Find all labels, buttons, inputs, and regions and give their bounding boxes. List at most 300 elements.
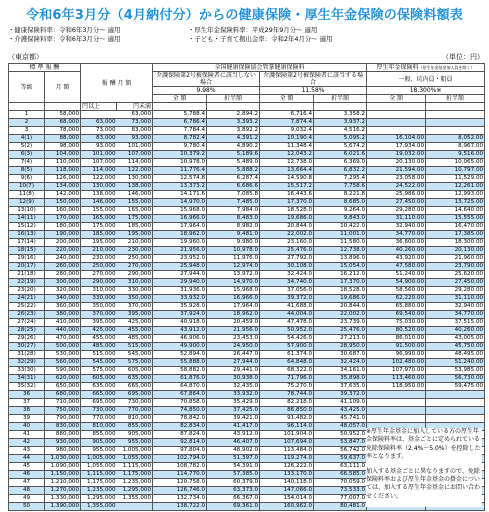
table-cell: 20,130.00 xyxy=(367,159,426,167)
table-cell: 425,000 xyxy=(117,319,153,327)
table-row xyxy=(9,375,485,383)
header-from: 円以上 xyxy=(81,103,117,111)
table-cell: 39,372.0 xyxy=(260,295,314,303)
table-cell: 8,221.8 xyxy=(314,191,367,199)
table-cell: 86,850.0 xyxy=(260,407,314,415)
table-cell: 16,104.00 xyxy=(367,135,426,143)
region-unit-row xyxy=(8,52,484,62)
table-cell: 230,000 xyxy=(81,255,117,263)
table-cell: 45,750.00 xyxy=(426,343,485,351)
table-cell: 13,972.0 xyxy=(207,271,260,279)
table-cell: 113,460.00 xyxy=(367,375,426,383)
table-cell: 395,000 xyxy=(81,319,117,327)
table-cell: 30(27) xyxy=(9,343,45,351)
table-cell: 40,260.00 xyxy=(426,327,485,335)
table-cell: 165,000 xyxy=(117,207,153,215)
table-cell: 23,160.0 xyxy=(260,239,314,247)
rate-care: 11.58% xyxy=(260,87,367,95)
table-cell: 35(32) xyxy=(9,383,45,391)
table-cell: 8,782.4 xyxy=(153,135,207,143)
table-cell: 1,005,000 xyxy=(117,447,153,455)
table-cell: 73,000 xyxy=(81,127,117,135)
table-cell: 36 xyxy=(9,391,45,399)
table-cell: 29,940.0 xyxy=(153,279,207,287)
table-cell: 57,900.0 xyxy=(260,343,314,351)
table-cell: 710,000 xyxy=(45,399,81,407)
header-to: 円未満 xyxy=(117,103,153,111)
table-cell: 110,000 xyxy=(45,159,81,167)
table-cell: 154,014.0 xyxy=(260,495,314,503)
table-cell: 65,880.00 xyxy=(367,303,426,311)
table-cell: 29,280.00 xyxy=(426,287,485,295)
table-cell: 27,450.00 xyxy=(426,279,485,287)
table-cell: 118,950.00 xyxy=(367,383,426,391)
table-cell: 1,090,000 xyxy=(45,463,81,471)
table-cell: 28,950.0 xyxy=(314,343,367,351)
table-cell: 300,000 xyxy=(45,279,81,287)
table-cell: 57,385.0 xyxy=(207,471,260,479)
table-cell: 88,000 xyxy=(45,135,81,143)
table-cell: 5,888.2 xyxy=(207,167,260,175)
table-cell: 9,516.00 xyxy=(426,151,485,159)
page-title: 令和6年3月分（4月納付分）からの健康保険・厚生年金保険の保険料額表 xyxy=(26,8,463,23)
table-cell: 30,108.0 xyxy=(260,263,314,271)
table-cell xyxy=(426,407,485,415)
table-cell: 75,030.00 xyxy=(367,319,426,327)
table-cell: 27,450.00 xyxy=(367,199,426,207)
table-cell: 1,355,000 xyxy=(117,495,153,503)
table-cell: 138,000 xyxy=(117,183,153,191)
table-cell: 750,000 xyxy=(45,407,81,415)
table-cell: 82,834.0 xyxy=(153,423,207,431)
table-cell: 25,476.0 xyxy=(314,327,367,335)
table-cell: 47 xyxy=(9,479,45,487)
table-cell xyxy=(367,391,426,399)
table-cell: 770,000 xyxy=(81,415,117,423)
table-cell: 78,000 xyxy=(45,127,81,135)
table-cell: 410,000 xyxy=(45,319,81,327)
table-row xyxy=(9,415,485,423)
table-cell: 4(1) xyxy=(9,135,45,143)
table-cell: 195,000 xyxy=(117,231,153,239)
table-cell: 31(28) xyxy=(9,351,45,359)
table-cell: 96,114.0 xyxy=(260,423,314,431)
table-cell: 102,794.0 xyxy=(153,455,207,463)
table-cell: 170,000 xyxy=(45,215,81,223)
rate-pension: 18.300%※ xyxy=(367,87,485,95)
table-cell: 73,533.0 xyxy=(314,487,367,495)
table-cell: 635,000 xyxy=(81,383,117,391)
table-cell: 78,842.0 xyxy=(153,415,207,423)
table-cell: 6,686.6 xyxy=(207,183,260,191)
table-cell: 270,000 xyxy=(117,263,153,271)
table-cell: 185,000 xyxy=(117,223,153,231)
footnote-box xyxy=(366,428,482,507)
table-cell xyxy=(426,399,485,407)
table-cell: 665,000 xyxy=(81,391,117,399)
table-cell: 6,021.6 xyxy=(314,151,367,159)
table-cell: 63,000 xyxy=(117,111,153,119)
table-row xyxy=(9,343,485,351)
table-row xyxy=(9,151,485,159)
table-cell: 58,882.0 xyxy=(153,367,207,375)
table-cell: 21(18) xyxy=(9,271,45,279)
table-cell: 23,790.00 xyxy=(426,263,485,271)
table-cell: 7(4) xyxy=(9,159,45,167)
table-cell: 71,796.0 xyxy=(260,375,314,383)
table-cell: 93,000 xyxy=(81,143,117,151)
table-cell: 220,000 xyxy=(45,247,81,255)
table-cell: 1,330,000 xyxy=(45,495,81,503)
table-cell: 75,270.0 xyxy=(260,383,314,391)
table-cell: 175,000 xyxy=(81,223,117,231)
table-cell: 320,000 xyxy=(45,287,81,295)
table-cell: 155,000 xyxy=(117,199,153,207)
table-cell: 15,555.00 xyxy=(426,215,485,223)
table-cell: 107,000 xyxy=(81,159,117,167)
table-cell: 10,190.4 xyxy=(260,135,314,143)
table-row xyxy=(9,255,485,263)
table-cell: 695,000 xyxy=(81,399,117,407)
table-cell: 1,355,000 xyxy=(81,503,117,511)
table-row xyxy=(9,287,485,295)
header-rank: 等級 xyxy=(9,72,45,103)
table-cell: 4,890.2 xyxy=(207,143,260,151)
table-row xyxy=(9,263,485,271)
table-cell: 3 xyxy=(9,127,45,135)
table-cell: 1 xyxy=(9,111,45,119)
table-cell: 61,876.0 xyxy=(153,375,207,383)
table-cell: 21,956.0 xyxy=(153,247,207,255)
table-cell: 8,052.00 xyxy=(426,135,485,143)
table-cell: 39,372.0 xyxy=(314,391,367,399)
table-cell: 8,483.0 xyxy=(207,215,260,223)
table-row xyxy=(9,143,485,151)
table-cell: 330,000 xyxy=(117,287,153,295)
note-row-1 xyxy=(8,26,332,35)
table-cell: 29,441.0 xyxy=(207,367,260,375)
table-cell: 114,000 xyxy=(117,159,153,167)
table-row xyxy=(9,247,485,255)
table-cell: 16,443.6 xyxy=(260,191,314,199)
header-monthly: 月 額 xyxy=(45,72,81,103)
table-cell: 14,970.0 xyxy=(207,279,260,287)
table-cell: 605,000 xyxy=(81,375,117,383)
table-cell: 17(14) xyxy=(9,239,45,247)
table-cell: 16(13) xyxy=(9,231,45,239)
header-half: 折半額 xyxy=(207,95,260,103)
table-cell: 27,213.0 xyxy=(314,335,367,343)
table-cell: 126,222.0 xyxy=(260,463,314,471)
table-cell: 17,934.00 xyxy=(367,143,426,151)
table-cell: 49,900.0 xyxy=(153,343,207,351)
table-cell: 20(17) xyxy=(9,263,45,271)
table-cell: 27,944.0 xyxy=(153,271,207,279)
table-cell: 91,500.00 xyxy=(367,343,426,351)
table-cell: 5(2) xyxy=(9,143,45,151)
table-cell: 905,000 xyxy=(81,439,117,447)
table-cell: 29,280.00 xyxy=(367,207,426,215)
table-cell xyxy=(367,407,426,415)
table-cell: 1,175,000 xyxy=(81,479,117,487)
table-cell: 17,964.0 xyxy=(207,303,260,311)
table-cell: 48,902.0 xyxy=(207,447,260,455)
table-cell: 73,000 xyxy=(117,119,153,127)
table-cell: 1,235,000 xyxy=(81,487,117,495)
table-cell: 1,115,000 xyxy=(117,463,153,471)
table-cell: 730,000 xyxy=(81,407,117,415)
table-row xyxy=(9,223,485,231)
table-cell: 108,782.0 xyxy=(153,463,207,471)
table-cell: 140,118.0 xyxy=(260,479,314,487)
table-cell: 146,000 xyxy=(117,191,153,199)
table-cell: 63,373.0 xyxy=(207,487,260,495)
table-cell: 114,770.0 xyxy=(153,471,207,479)
table-cell: 9,843.0 xyxy=(314,215,367,223)
note-row-2 xyxy=(8,35,332,44)
table-cell: 575,000 xyxy=(117,359,153,367)
table-cell: 11,776.4 xyxy=(153,167,207,175)
table-cell: 126,746.0 xyxy=(153,487,207,495)
table-cell: 250,000 xyxy=(117,255,153,263)
table-row xyxy=(9,399,485,407)
table-cell: 31,110.00 xyxy=(367,215,426,223)
table-cell: 810,000 xyxy=(117,415,153,423)
table-cell: 41 xyxy=(9,431,45,439)
table-cell: 730,000 xyxy=(117,399,153,407)
table-cell: 54,900.00 xyxy=(367,279,426,287)
table-cell: 13,725.00 xyxy=(426,199,485,207)
rate-no-care: 9.98% xyxy=(153,87,260,95)
table-cell: 1,030,000 xyxy=(45,455,81,463)
table-cell: 44,004.0 xyxy=(260,311,314,319)
table-cell: 7,295.4 xyxy=(314,175,367,183)
table-cell: 69,361.0 xyxy=(207,503,260,511)
table-cell: 82,218.0 xyxy=(260,399,314,407)
table-cell: 39,421.0 xyxy=(207,415,260,423)
table-cell: 15,968.0 xyxy=(153,207,207,215)
table-cell: 92,814.0 xyxy=(153,439,207,447)
note-care-rate: ・介護保険料率：令和6年3月分～ 適用 xyxy=(8,35,121,43)
table-cell: 12,574.8 xyxy=(153,175,207,183)
table-cell: 10,065.00 xyxy=(426,159,485,167)
table-cell: 126,000 xyxy=(45,175,81,183)
table-cell: 118,000 xyxy=(45,167,81,175)
table-row xyxy=(9,167,485,175)
table-cell: 22,002.0 xyxy=(260,231,314,239)
table-cell: 38 xyxy=(9,407,45,415)
table-cell xyxy=(426,127,485,135)
table-cell: 104,000 xyxy=(45,151,81,159)
table-cell: 32,940.00 xyxy=(367,223,426,231)
table-cell: 11,529.00 xyxy=(426,175,485,183)
table-cell: 32,435.0 xyxy=(207,383,260,391)
table-cell: 370,000 xyxy=(117,303,153,311)
table-cell: 26(23) xyxy=(9,311,45,319)
table-row xyxy=(9,271,485,279)
table-cell: 68,322.0 xyxy=(260,367,314,375)
table-cell: 360,000 xyxy=(45,303,81,311)
table-cell: 23,739.0 xyxy=(314,319,367,327)
table-cell: 42 xyxy=(9,439,45,447)
table-cell: 43,920.00 xyxy=(367,255,426,263)
table-cell: 22,002.0 xyxy=(314,311,367,319)
table-row xyxy=(9,311,485,319)
header-grade: 標 準 報 酬 xyxy=(9,64,81,72)
table-cell: 195,000 xyxy=(81,239,117,247)
table-cell: 16,966.0 xyxy=(207,295,260,303)
table-cell: 395,000 xyxy=(117,311,153,319)
table-cell xyxy=(367,399,426,407)
table-cell: 134,000 xyxy=(45,183,81,191)
note-health-rate: ・健康保険料率：令和6年3月分～ 適用 xyxy=(8,26,121,34)
table-cell: 36,600.00 xyxy=(367,239,426,247)
table-cell: 545,000 xyxy=(117,351,153,359)
table-cell: 10,978.0 xyxy=(207,247,260,255)
table-cell: 19,686.0 xyxy=(314,295,367,303)
table-cell: 56,742.0 xyxy=(314,447,367,455)
table-cell: 180,000 xyxy=(45,223,81,231)
table-cell: 86,010.00 xyxy=(367,335,426,343)
table-cell: 370,000 xyxy=(81,311,117,319)
table-cell: 63,000 xyxy=(81,119,117,127)
table-cell: 33(30) xyxy=(9,367,45,375)
table-cell: 33,932.0 xyxy=(153,295,207,303)
table-row xyxy=(9,175,485,183)
table-cell: 7,984.0 xyxy=(207,207,260,215)
table-cell: 47,478.0 xyxy=(260,319,314,327)
table-row xyxy=(9,295,485,303)
footnote-2: 加入する基金ごとに異なりますので、免除保険料率および厚生年金基金の掛金については、加入する厚生年金基金にお問い合わせください。 xyxy=(366,467,481,500)
table-cell: 7,874.4 xyxy=(260,119,314,127)
table-cell: 62,220.00 xyxy=(367,295,426,303)
table-row xyxy=(9,207,485,215)
table-cell: 15,968.0 xyxy=(207,287,260,295)
table-cell: 31,936.0 xyxy=(153,287,207,295)
table-cell: 119,274.0 xyxy=(260,455,314,463)
table-cell: 10,978.0 xyxy=(153,159,207,167)
table-cell: 1,115,000 xyxy=(81,471,117,479)
table-cell: 33,932.0 xyxy=(207,391,260,399)
table-cell: 80,520.00 xyxy=(367,327,426,335)
table-cell: 12,974.0 xyxy=(207,263,260,271)
table-cell: 1,390,000 xyxy=(45,503,81,511)
table-cell: 68,000 xyxy=(45,119,81,127)
table-cell: 11(8) xyxy=(9,191,45,199)
table-cell: 9,264.0 xyxy=(314,207,367,215)
table-cell: 29(26) xyxy=(9,335,45,343)
table-row xyxy=(9,199,485,207)
table-cell: 53,985.00 xyxy=(426,367,485,375)
table-cell: 37,924.0 xyxy=(153,311,207,319)
table-cell: 18,528.0 xyxy=(314,287,367,295)
table-cell: 1,295,000 xyxy=(117,487,153,495)
table-cell: 46,906.0 xyxy=(153,335,207,343)
table-cell: 1,055,000 xyxy=(117,455,153,463)
table-cell: 11,348.4 xyxy=(260,143,314,151)
table-cell: 23,453.0 xyxy=(207,335,260,343)
table-cell: 24,522.00 xyxy=(367,183,426,191)
table-cell: 27(24) xyxy=(9,319,45,327)
table-cell: 37 xyxy=(9,399,45,407)
table-row xyxy=(9,367,485,375)
region-label: （東京都） xyxy=(8,53,43,61)
table-cell: 1,175,000 xyxy=(117,471,153,479)
table-cell: 8,967.00 xyxy=(426,143,485,151)
table-cell: 350,000 xyxy=(117,295,153,303)
table-cell: 47,580.00 xyxy=(367,263,426,271)
table-cell: 101,904.0 xyxy=(260,431,314,439)
table-cell: 7,758.6 xyxy=(314,183,367,191)
table-cell: 260,000 xyxy=(45,263,81,271)
table-cell: 200,000 xyxy=(45,239,81,247)
table-cell: 4,516.2 xyxy=(314,127,367,135)
table-cell: 101,000 xyxy=(117,143,153,151)
table-cell: 37,515.00 xyxy=(426,319,485,327)
table-cell: 37,635.0 xyxy=(314,383,367,391)
table-cell: 160,962.0 xyxy=(260,503,314,511)
table-cell: 48,057.0 xyxy=(314,423,367,431)
note-pension-rate: ・厚生年金保険料率：平成29年9月分～ 適用 xyxy=(188,26,318,34)
unit-label: （単位：円） xyxy=(442,53,484,61)
table-cell: 330,000 xyxy=(81,295,117,303)
table-cell: 16,212.0 xyxy=(314,271,367,279)
table-cell: 515,000 xyxy=(81,351,117,359)
table-cell: 1,005,000 xyxy=(81,455,117,463)
table-cell: 45,741.0 xyxy=(314,415,367,423)
table-cell: 930,000 xyxy=(45,439,81,447)
table-cell: 70,858.0 xyxy=(153,399,207,407)
table-cell: 19,032.00 xyxy=(367,151,426,159)
header-health-no-care: 介護保険第2号被保険者に該当しない場合 xyxy=(153,72,260,87)
header-pension-general: 一般、坑内員・船員 xyxy=(367,72,485,87)
table-cell: 1,150,000 xyxy=(45,471,81,479)
table-cell: 34(31) xyxy=(9,375,45,383)
table-cell: 23(20) xyxy=(9,287,45,295)
table-cell: 11,001.0 xyxy=(314,231,367,239)
table-cell: 24(21) xyxy=(9,295,45,303)
table-cell: 17,385.00 xyxy=(426,231,485,239)
table-cell: 13,373.2 xyxy=(153,183,207,191)
table-cell: 8(5) xyxy=(9,167,45,175)
table-cell: 80,481.0 xyxy=(314,503,367,511)
table-cell: 61,374.0 xyxy=(260,351,314,359)
table-row xyxy=(9,159,485,167)
table-cell xyxy=(117,503,153,511)
table-cell: 77,007.0 xyxy=(314,495,367,503)
table-cell: 34,161.0 xyxy=(314,367,367,375)
table-cell: 310,000 xyxy=(117,279,153,287)
table-cell: 9(6) xyxy=(9,175,45,183)
table-cell: 27,944.0 xyxy=(207,359,260,367)
table-cell: 28(25) xyxy=(9,327,45,335)
table-cell: 10(7) xyxy=(9,183,45,191)
table-cell: 9,481.0 xyxy=(207,231,260,239)
table-cell: 575,000 xyxy=(81,367,117,375)
table-cell: 14(11) xyxy=(9,215,45,223)
table-cell: 66,585.0 xyxy=(314,471,367,479)
table-row xyxy=(9,303,485,311)
table-cell: 130,000 xyxy=(81,183,117,191)
table-cell: 9,032.4 xyxy=(260,127,314,135)
table-row xyxy=(9,335,485,343)
table-cell: 87,824.0 xyxy=(153,431,207,439)
table-cell: 37,425.0 xyxy=(207,407,260,415)
table-cell: 5,489.0 xyxy=(207,159,260,167)
table-cell: 210,000 xyxy=(117,239,153,247)
table-cell: 485,000 xyxy=(117,335,153,343)
table-cell: 21,956.0 xyxy=(207,327,260,335)
